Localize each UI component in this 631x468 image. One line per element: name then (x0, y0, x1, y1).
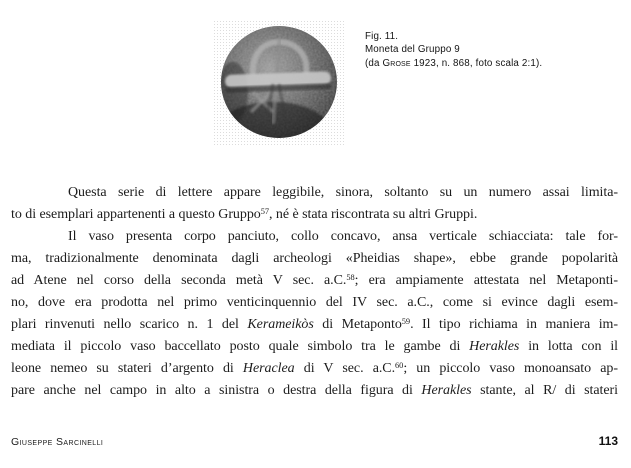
text-line (11, 270, 618, 292)
figure-image (213, 20, 345, 146)
text-line (11, 182, 618, 204)
text-segment: ma, tradizionalmente denominata dagli archeologi «Pheidias shape», ebbe grande popolarità (11, 251, 618, 266)
text-line (11, 314, 618, 336)
text-segment: Fig. 11. (365, 31, 399, 42)
text-segment: ; era ampiamente attestata nel Metaponti- (354, 273, 618, 288)
text-line (11, 226, 618, 248)
text-line (11, 358, 618, 380)
footnote-ref: 59 (401, 316, 411, 326)
text-segment: Grose (382, 57, 411, 69)
text-segment: Kerameikòs (247, 317, 314, 332)
text-segment: Questa serie di lettere appare leggibile, sinora, soltanto su un numero assai limita- (68, 185, 618, 200)
text-segment: stante, al R/ di stateri (471, 383, 618, 398)
footnote-ref: 60 (395, 360, 404, 370)
text-line (11, 292, 618, 314)
text-line (11, 204, 618, 226)
text-segment: plari rinvenuti nello scarico n. 1 del (11, 317, 248, 332)
footnote-ref: 57 (260, 206, 270, 216)
text-segment: no, dove era prodotta nel primo venticinquennio del IV sec. a.C., come si evince dagli esem- (11, 295, 618, 310)
text-segment: Il vaso presenta corpo panciuto, collo concavo, ansa verticale schiacciata: tale for- (68, 229, 618, 244)
text-segment: 1923, n. 868, foto scala 2:1). (410, 57, 543, 69)
footnote-ref: 58 (346, 272, 355, 282)
text-segment: in lotta con il (519, 339, 619, 354)
text-segment: . Il tipo richiama in maniera im- (410, 317, 618, 332)
text-segment: di Metaponto (313, 317, 402, 332)
text-segment: pare anche nel campo in alto a sinistra o destra della figura di (11, 383, 422, 398)
text-segment: (da (365, 57, 383, 69)
text-line (365, 43, 542, 56)
text-segment: Herakles (469, 339, 520, 354)
figure-caption (365, 30, 542, 70)
text-segment: , né è stata riscontrata su altri Gruppi. (269, 207, 478, 222)
text-segment: di V sec. a.C. (294, 361, 396, 376)
text-line (11, 248, 618, 270)
text-segment: ; un piccolo vaso monoansato ap- (403, 361, 618, 376)
text-line (365, 30, 542, 43)
text-segment: to di esemplari appartenenti a questo Gruppo (11, 207, 261, 222)
text-segment: Herakles (421, 383, 472, 398)
text-line (11, 380, 618, 402)
text-segment: ad Atene nel corso della seconda metà V sec. a.C. (11, 273, 347, 288)
text-segment: leone nemeo su stateri d’argento di (11, 361, 243, 376)
text-segment: Moneta del Gruppo 9 (365, 44, 460, 56)
text-line (365, 57, 542, 70)
page-number: 113 (598, 434, 618, 448)
author-name: Giuseppe Sarcinelli (11, 436, 104, 448)
text-segment: Heraclea (242, 361, 295, 376)
coin-photo (213, 20, 345, 146)
text-segment: mediata il piccolo vaso baccellato posto quale simbolo tra le gambe di (11, 339, 470, 354)
text-line (11, 336, 618, 358)
body-text (11, 182, 618, 402)
